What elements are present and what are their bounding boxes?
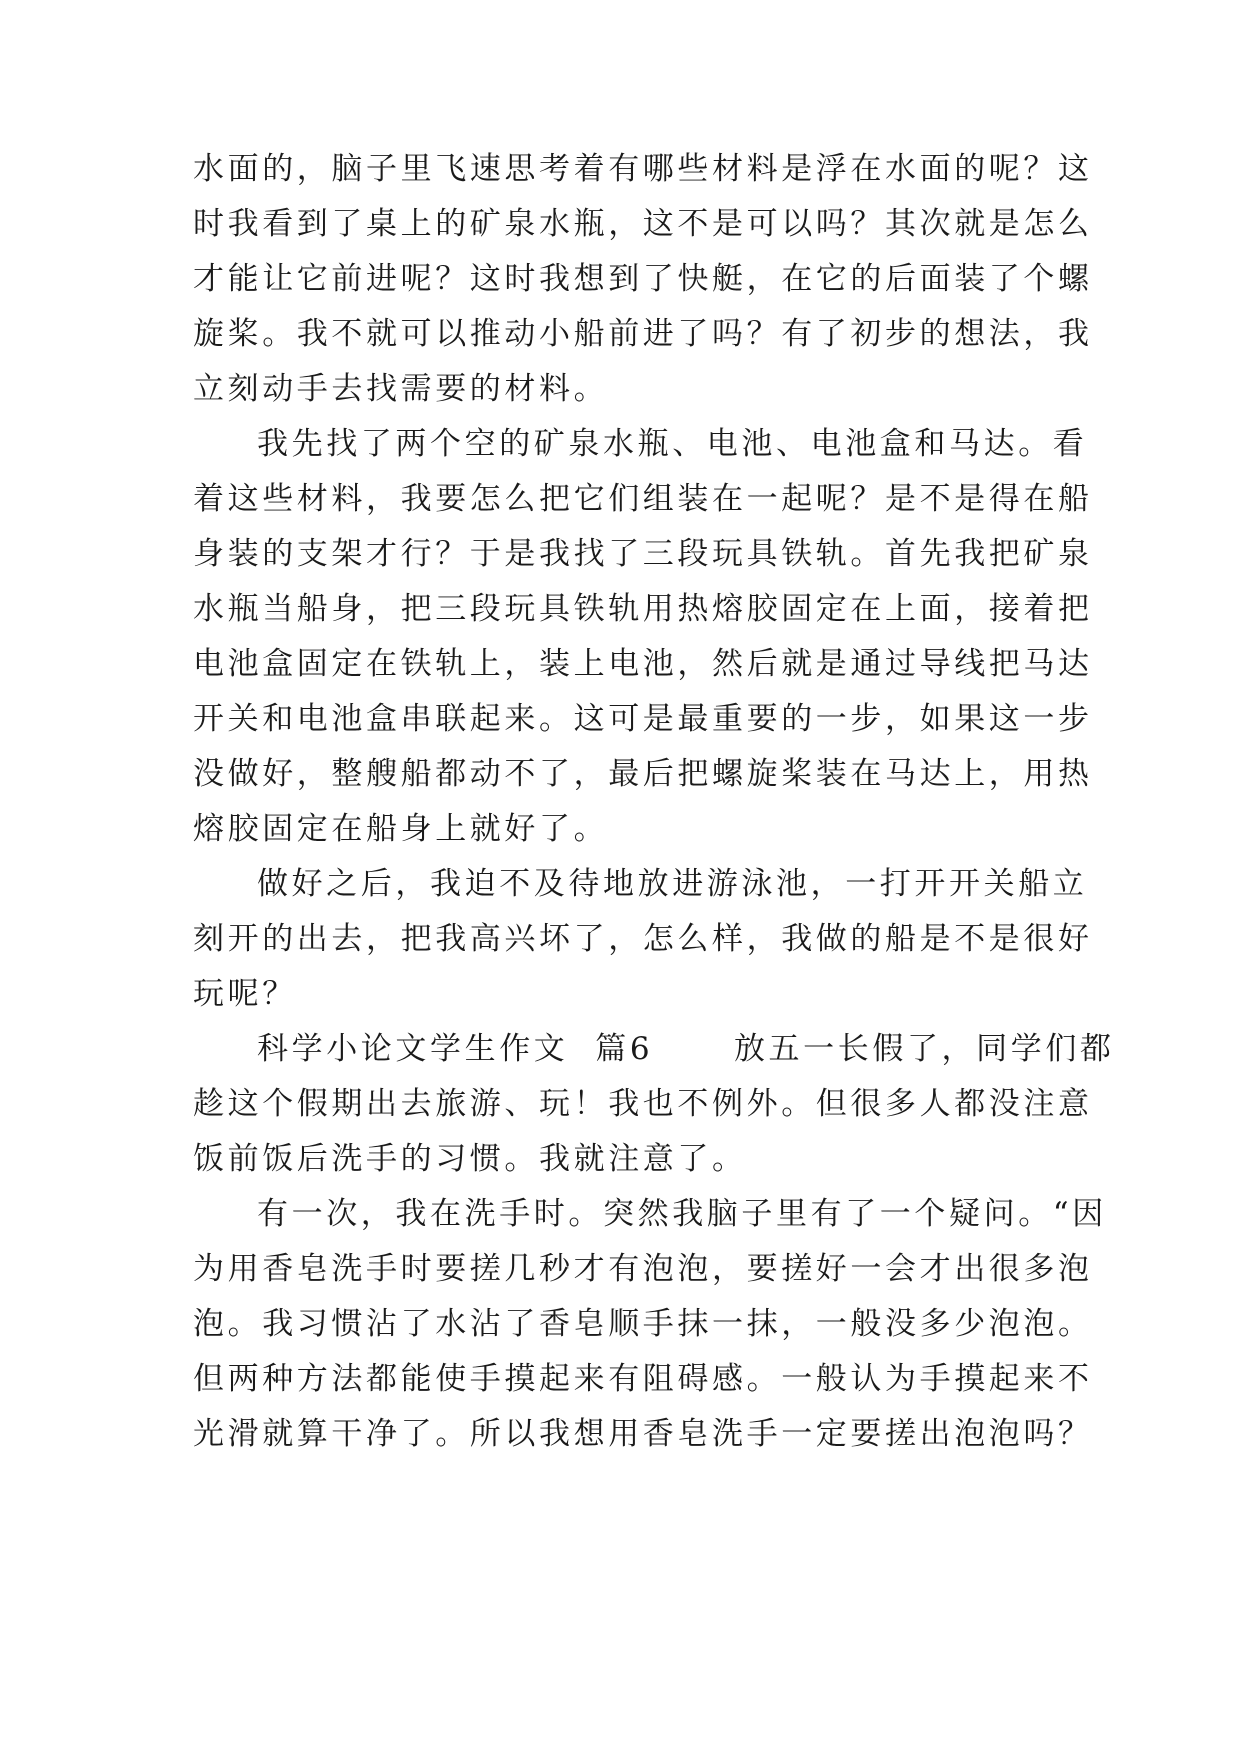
text-line: 电池盒固定在铁轨上，装上电池，然后就是通过导线把马达 — [193, 646, 1093, 682]
text-line: 但两种方法都能使手摸起来有阻碍感。一般认为手摸起来不 — [193, 1361, 1093, 1397]
text-line: 开关和电池盒串联起来。这可是最重要的一步，如果这一步 — [193, 701, 1093, 737]
section-heading-line: 科学小论文学生作文 篇6 放五一长假了，同学们都 — [257, 1031, 1115, 1067]
text-line: 光滑就算干净了。所以我想用香皂洗手一定要搓出泡泡吗？ — [193, 1416, 1093, 1452]
text-line: 才能让它前进呢？这时我想到了快艇，在它的后面装了个螺 — [193, 261, 1093, 297]
text-line: 我先找了两个空的矿泉水瓶、电池、电池盒和马达。看 — [257, 426, 1088, 462]
text-line: 饭前饭后洗手的习惯。我就注意了。 — [193, 1141, 747, 1177]
text-line: 趁这个假期出去旅游、玩！我也不例外。但很多人都没注意 — [193, 1086, 1093, 1122]
text-line: 水面的，脑子里飞速思考着有哪些材料是浮在水面的呢？这 — [193, 151, 1093, 187]
text-line: 身装的支架才行？于是我找了三段玩具铁轨。首先我把矿泉 — [193, 536, 1093, 572]
text-line: 刻开的出去，把我高兴坏了，怎么样，我做的船是不是很好 — [193, 921, 1093, 957]
text-line: 水瓶当船身，把三段玩具铁轨用热熔胶固定在上面，接着把 — [193, 591, 1093, 627]
text-line: 着这些材料，我要怎么把它们组装在一起呢？是不是得在船 — [193, 481, 1093, 517]
text-line: 没做好，整艘船都动不了，最后把螺旋桨装在马达上，用热 — [193, 756, 1093, 792]
text-line: 立刻动手去找需要的材料。 — [193, 371, 609, 407]
text-line: 玩呢？ — [193, 976, 297, 1012]
text-line: 熔胶固定在船身上就好了。 — [193, 811, 609, 847]
text-line: 为用香皂洗手时要搓几秒才有泡泡，要搓好一会才出很多泡 — [193, 1251, 1093, 1287]
text-line: 泡。我习惯沾了水沾了香皂顺手抹一抹，一般没多少泡泡。 — [193, 1306, 1093, 1342]
text-line: 旋桨。我不就可以推动小船前进了吗？有了初步的想法，我 — [193, 316, 1093, 352]
text-line: 做好之后，我迫不及待地放进游泳池，一打开开关船立 — [257, 866, 1088, 902]
text-line: 时我看到了桌上的矿泉水瓶，这不是可以吗？其次就是怎么 — [193, 206, 1093, 242]
text-line: 有一次，我在洗手时。突然我脑子里有了一个疑问。“因 — [257, 1196, 1107, 1232]
